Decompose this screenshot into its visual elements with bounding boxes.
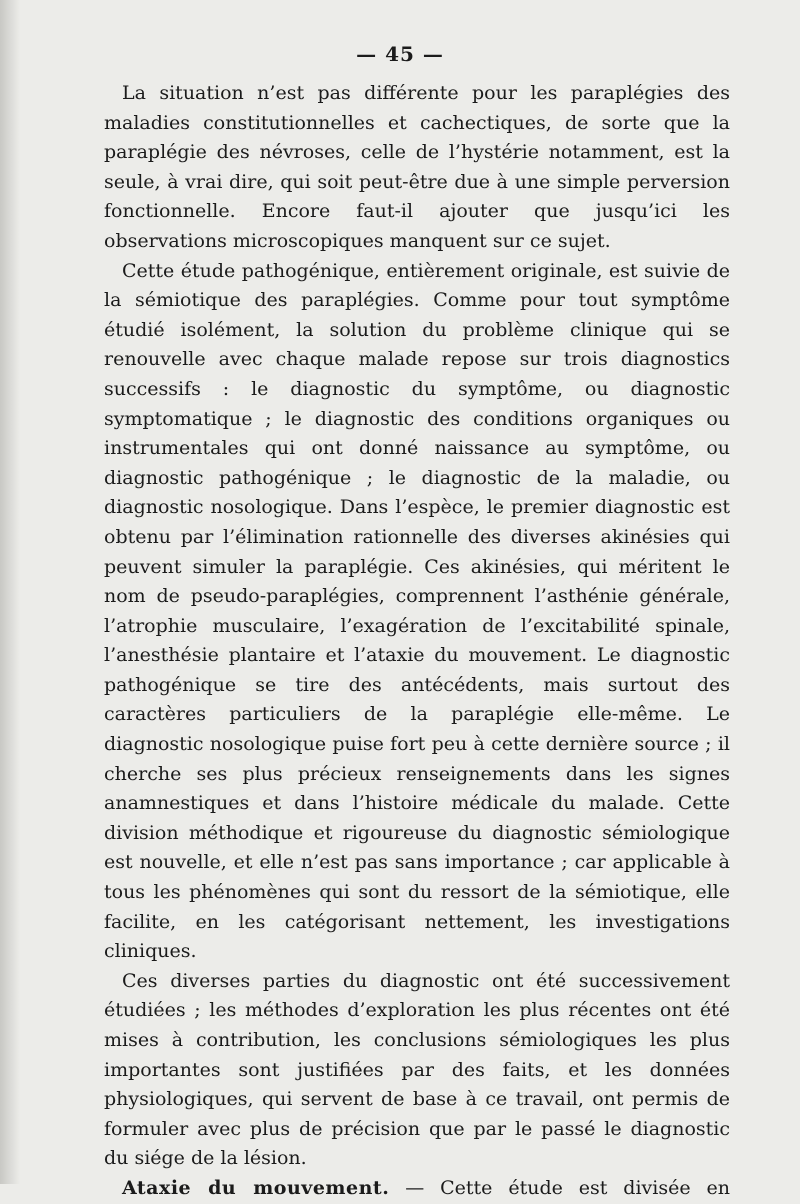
page-number: — 45 — <box>356 42 444 66</box>
body-text <box>104 79 730 1204</box>
paragraph-2: Cette étude pathogénique, entièrement originale, est suivie de la sémiotique des paraplégies. Comme pour tout symptôme étudié isolément, la solution du problème clinique qui se renouvelle avec chaque malade repose sur trois diagnostics successifs : le diagnostic du symptôme, ou diagnostic symptomatique ; le diagnostic des conditions organiques ou instrumentales qui ont donné naissance au symptôme, ou diagnostic pathogénique ; le diagnostic de la maladie, ou diagnostic nosologique. Dans l’espèce, le premier diagnostic est obtenu par l’élimination rationnelle des diverses akinésies qui peuvent simuler la paraplégie. Ces akinésies, qui méritent le nom de pseudo-paraplégies, comprennent l’asthénie générale, l’atrophie musculaire, l’exagération de l’excitabilité spinale, l’anesthésie plantaire et l’ataxie du mouvement. Le diagnostic pathogénique se tire des antécédents, mais surtout des caractères particuliers de la paraplégie elle-même. Le diagnostic nosologique puise fort peu à cette dernière source ; il cherche ses plus précieux renseignements dans les signes anamnestiques et dans l’histoire médicale du malade. Cette division méthodique et rigoureuse du diagnostic sémiologique est nouvelle, et elle n’est pas sans importance ; car applicable à tous les phénomènes qui sont du ressort de la sémiotique, elle facilite, en les catégorisant nettement, les investigations cliniques. <box>104 259 730 963</box>
section-heading: Ataxie du mouvement. <box>122 1176 390 1199</box>
paragraph-3: Ces diverses parties du diagnostic ont été successivement étudiées ; les méthodes d’exploration les plus récentes ont été mises à contribution, les conclusions sémiologiques les plus importantes sont justifiées par des faits, et les données physiologiques, qui servent de base à ce travail, ont permis de formuler avec plus de précision que par le passé le diagnostic du siége de la lésion. <box>104 969 730 1170</box>
paragraph-4 <box>104 1174 730 1204</box>
section-intro-text: — Cette étude est divisée en <box>389 1176 730 1199</box>
paragraph-1: La situation n’est pas différente pour les paraplégies des maladies constitutionnelles et cachectiques, de sorte que la paraplégie des névroses, celle de l’hystérie notamment, est la seule, à vrai dire, qui soit peut-être due à une simple perversion fonctionnelle. Encore faut-il ajouter que jusqu’ici les observations microscopiques manquent sur ce sujet. <box>104 82 730 252</box>
